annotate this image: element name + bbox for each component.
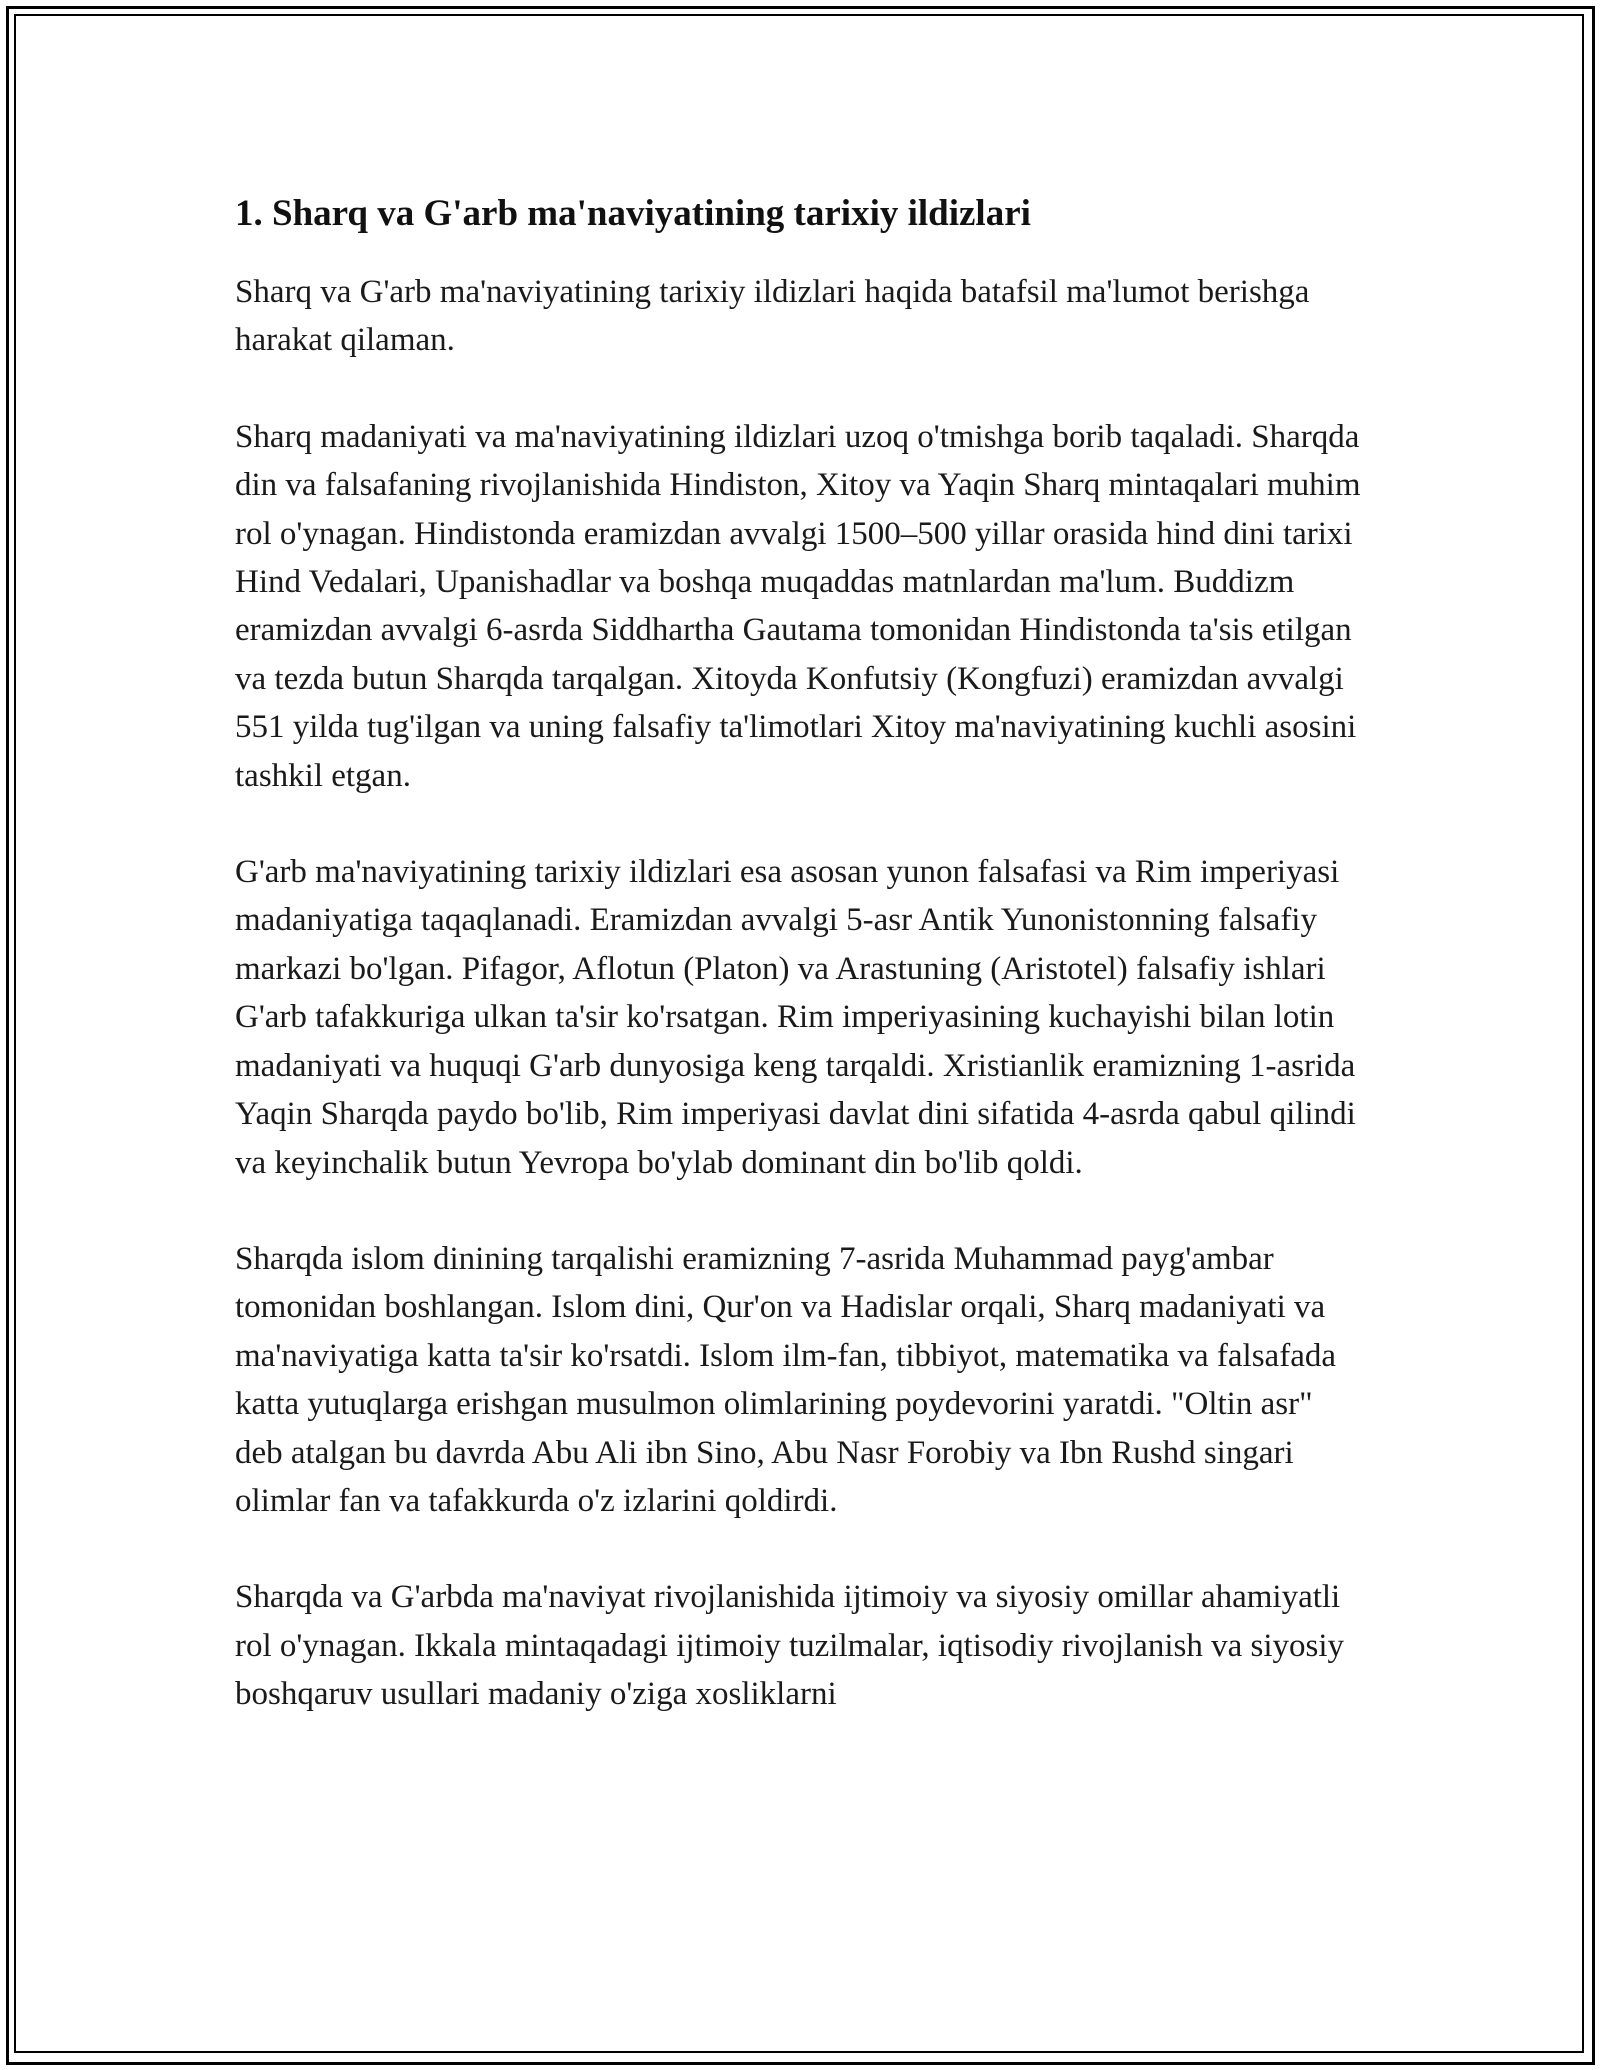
paragraph-intro: Sharq va G'arb ma'naviyatining tarixiy ildizlari haqida batafsil ma'lumot berishga harakat qilaman. [235,274,1310,359]
document-body [235,190,1365,1767]
section-heading: 1. Sharq va G'arb ma'naviyatining tarixiy ildizlari [235,193,1031,234]
paragraph-west-roots: G'arb ma'naviyatining tarixiy ildizlari esa asosan yunon falsafasi va Rim imperiyasi madaniyatiga taqaqlanadi. Eramizdan avvalgi 5-asr Antik Yunonistonning falsafiy markazi bo'lgan. Pifagor, Aflotun (Platon) va Arastuning (Aristotel) falsafiy ishlari G'arb tafakkuriga ulkan ta'sir ko'rsatgan. Rim imperiyasining kuchayishi bilan lotin madaniyati va huquqi G'arb dunyosiga keng tarqaldi. Xristianlik eramizning 1-asrida Yaqin Sharqda paydo bo'lib, Rim imperiyasi davlat dini sifatida 4-asrda qabul qilindi va keyinchalik butun Yevropa bo'ylab dominant din bo'lib qoldi. [235,854,1356,1181]
paragraph-social-factors: Sharqda va G'arbda ma'naviyat rivojlanishida ijtimoiy va siyosiy omillar ahamiyatli rol o'ynagan. Ikkala mintaqadagi ijtimoiy tuzilmalar, iqtisodiy rivojlanish va siyosiy boshqaruv usullari madaniy o'ziga xosliklarni [235,1579,1345,1713]
paragraph-islam: Sharqda islom dinining tarqalishi eramizning 7-asrida Muhammad payg'ambar tomonidan boshlangan. Islom dini, Qur'on va Hadislar orqali, Sharq madaniyati va ma'naviyatiga katta ta'sir ko'rsatdi. Islom ilm-fan, tibbiyot, matematika va falsafada katta yutuqlarga erishgan musulmon olimlarining poydevorini yaratdi. "Oltin asr" deb atalgan bu davrda Abu Ali ibn Sino, Abu Nasr Forobiy va Ibn Rushd singari olimlar fan va tafakkurda o'z izlarini qoldirdi. [235,1240,1336,1519]
paragraph-east-roots: Sharq madaniyati va ma'naviyatining ildizlari uzoq o'tmishga borib taqaladi. Sharqda din va falsafaning rivojlanishida Hindiston, Xitoy va Yaqin Sharq mintaqalari muhim rol o'ynagan. Hindistonda eramizdan avvalgi 1500–500 yillar orasida hind dini tarixi Hind Vedalari, Upanishadlar va boshqa muqaddas matnlardan ma'lum. Buddizm eramizdan avvalgi 6-asrda Siddhartha Gautama tomonidan Hindistonda ta'sis etilgan va tezda butun Sharqda tarqalgan. Xitoyda Konfutsiy (Kongfuzi) eramizdan avvalgi 551 yilda tug'ilgan va uning falsafiy ta'limotlari Xitoy ma'naviyatining kuchli asosini tashkil etgan. [235,418,1361,794]
